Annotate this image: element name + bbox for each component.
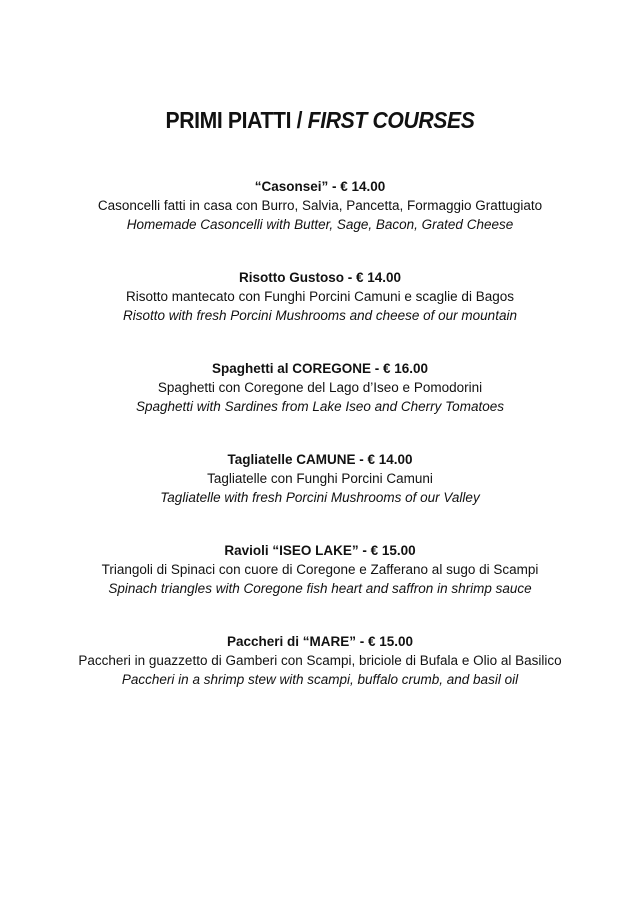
dish-name: Spaghetti al COREGONE - € 16.00	[211, 361, 429, 376]
menu-item-casonsei	[0, 177, 640, 268]
dish-description-english: Tagliatelle with fresh Porcini Mushrooms of our Valley	[160, 490, 480, 505]
menu-item-spaghetti	[0, 359, 640, 450]
menu-item-paccheri	[0, 632, 640, 723]
title-main: PRIMI PIATTI /	[165, 107, 308, 133]
page-title	[26, 104, 615, 136]
dish-description-italian: Paccheri in guazzetto di Gamberi con Scampi, briciole di Bufala e Olio al Basilico	[78, 653, 562, 668]
dish-name: Tagliatelle CAMUNE - € 14.00	[227, 452, 413, 467]
menu-list	[0, 177, 640, 723]
dish-description-italian: Spaghetti con Coregone del Lago d’Iseo e Pomodorini	[157, 380, 483, 395]
menu-item-risotto	[0, 268, 640, 359]
menu-item-tagliatelle	[0, 450, 640, 541]
dish-description-english: Spinach triangles with Coregone fish heart and saffron in shrimp sauce	[108, 581, 532, 596]
dish-name: Paccheri di “MARE” - € 15.00	[226, 634, 414, 649]
dish-name: Ravioli “ISEO LAKE” - € 15.00	[224, 543, 416, 558]
title-italic: FIRST COURSES	[307, 107, 475, 133]
dish-description-english: Risotto with fresh Porcini Mushrooms and cheese of our mountain	[123, 308, 517, 323]
dish-description-italian: Casoncelli fatti in casa con Burro, Salvia, Pancetta, Formaggio Grattugiato	[97, 198, 543, 213]
dish-description-english: Spaghetti with Sardines from Lake Iseo and Cherry Tomatoes	[136, 399, 504, 414]
dish-name: Risotto Gustoso - € 14.00	[238, 270, 402, 285]
dish-description-italian: Risotto mantecato con Funghi Porcini Camuni e scaglie di Bagos	[126, 289, 514, 304]
dish-description-italian: Tagliatelle con Funghi Porcini Camuni	[207, 471, 433, 486]
dish-description-english: Paccheri in a shrimp stew with scampi, buffalo crumb, and basil oil	[121, 672, 519, 687]
dish-description-italian: Triangoli di Spinaci con cuore di Coregone e Zafferano al sugo di Scampi	[101, 562, 539, 577]
menu-item-ravioli	[0, 541, 640, 632]
dish-name: “Casonsei” - € 14.00	[254, 179, 386, 194]
dish-description-english: Homemade Casoncelli with Butter, Sage, Bacon, Grated Cheese	[126, 217, 514, 232]
